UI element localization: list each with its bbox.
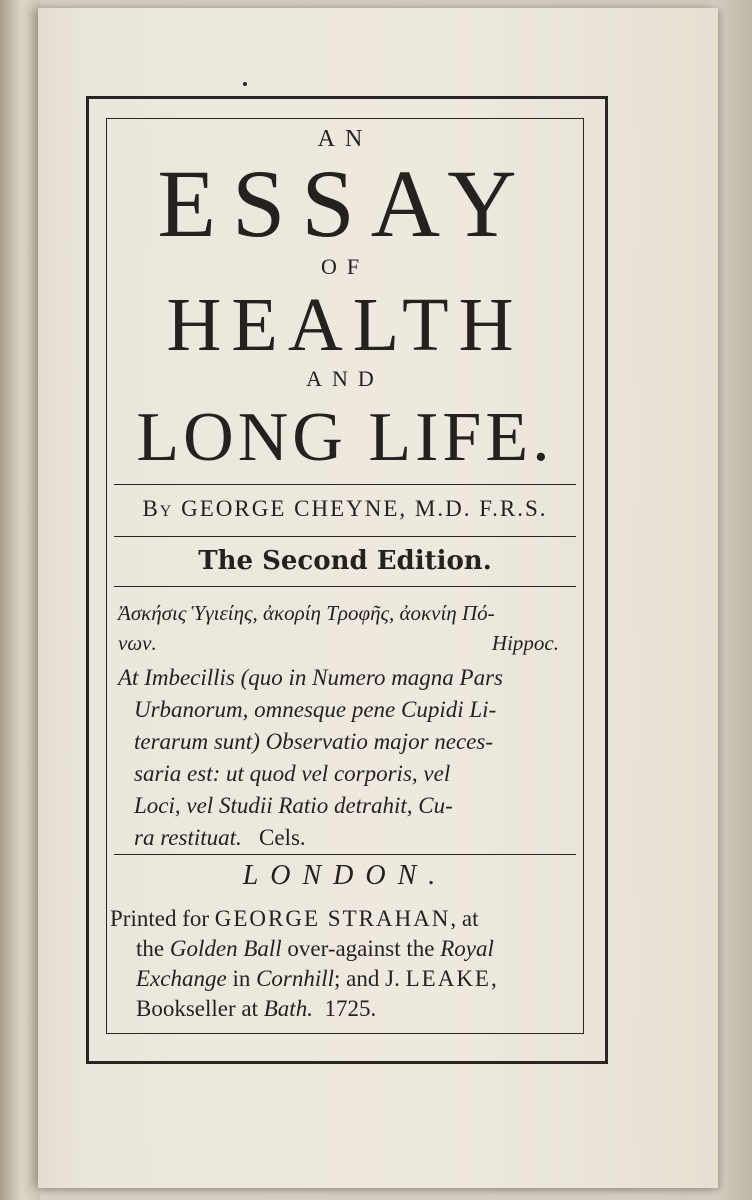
author-line: By GEORGE CHEYNE, M.D. F.R.S. bbox=[142, 496, 548, 521]
imprint-text: Bookseller at bbox=[136, 996, 264, 1021]
latin-epigraph bbox=[118, 662, 574, 854]
imprint-line-2 bbox=[110, 934, 582, 964]
greek-attribution: Hippoc. bbox=[491, 631, 559, 655]
edition-line: The Second Edition. bbox=[198, 546, 492, 576]
latin-line-3: terarum sunt) Observatio major neces- bbox=[134, 729, 494, 754]
latin-line-1: At Imbecillis (quo in Numero magna Pars bbox=[118, 665, 504, 690]
title-essay: ESSAY bbox=[157, 150, 533, 257]
imprint-text: Royal bbox=[440, 936, 494, 961]
latin-attribution: Cels. bbox=[259, 825, 306, 850]
imprint-year: 1725. bbox=[312, 996, 377, 1021]
imprint-text: over-against the bbox=[281, 936, 441, 961]
imprint bbox=[110, 904, 582, 1024]
imprint-text: in bbox=[226, 966, 257, 991]
latin-line-4: saria est: ut quod vel corporis, vel bbox=[134, 761, 451, 786]
imprint-line-1 bbox=[110, 904, 582, 934]
imprint-text: Printed for bbox=[110, 906, 215, 931]
imprint-line-4 bbox=[110, 994, 582, 1024]
title-of: OF bbox=[320, 254, 370, 279]
publisher-name: GEORGE STRAHAN bbox=[214, 906, 451, 931]
title-page-text bbox=[106, 118, 584, 1032]
bookseller-name: LEAKE bbox=[405, 966, 491, 991]
divider-rule bbox=[114, 586, 576, 587]
title-and: AND bbox=[306, 366, 384, 391]
imprint-place: Bath. bbox=[263, 996, 313, 1021]
book-spine-edge bbox=[0, 0, 40, 1200]
ink-speck bbox=[243, 82, 247, 86]
divider-rule bbox=[114, 854, 576, 855]
imprint-text: Cornhill bbox=[256, 966, 335, 991]
title-an: AN bbox=[317, 126, 373, 152]
imprint-text: the bbox=[136, 936, 170, 961]
imprint-text: ; and J. bbox=[334, 966, 406, 991]
imprint-text: , at bbox=[450, 906, 479, 931]
shop-sign: Golden Ball bbox=[169, 936, 282, 961]
imprint-text: , bbox=[490, 966, 497, 991]
divider-rule bbox=[114, 484, 576, 485]
latin-line-2: Urbanorum, omnesque pene Cupidi Li- bbox=[134, 697, 497, 722]
greek-line-2: νων. bbox=[118, 631, 157, 655]
title-health: HEALTH bbox=[166, 283, 524, 367]
latin-line-6 bbox=[118, 822, 574, 854]
imprint-text: Exchange bbox=[136, 966, 227, 991]
latin-line-6-text: ra restituat. bbox=[134, 825, 242, 850]
latin-line-5: Loci, vel Studii Ratio detrahit, Cu- bbox=[134, 793, 453, 818]
imprint-city: LONDON. bbox=[242, 860, 448, 891]
title-long-life: LONG LIFE. bbox=[136, 399, 554, 476]
imprint-line-3 bbox=[110, 964, 582, 994]
greek-epigraph bbox=[118, 598, 573, 658]
divider-rule bbox=[114, 536, 576, 537]
greek-line-1: Ἀσκήσις Ὑγιείης, ἀκορίη Τροφῆς, ἀοκνίη Πό- bbox=[118, 601, 495, 625]
